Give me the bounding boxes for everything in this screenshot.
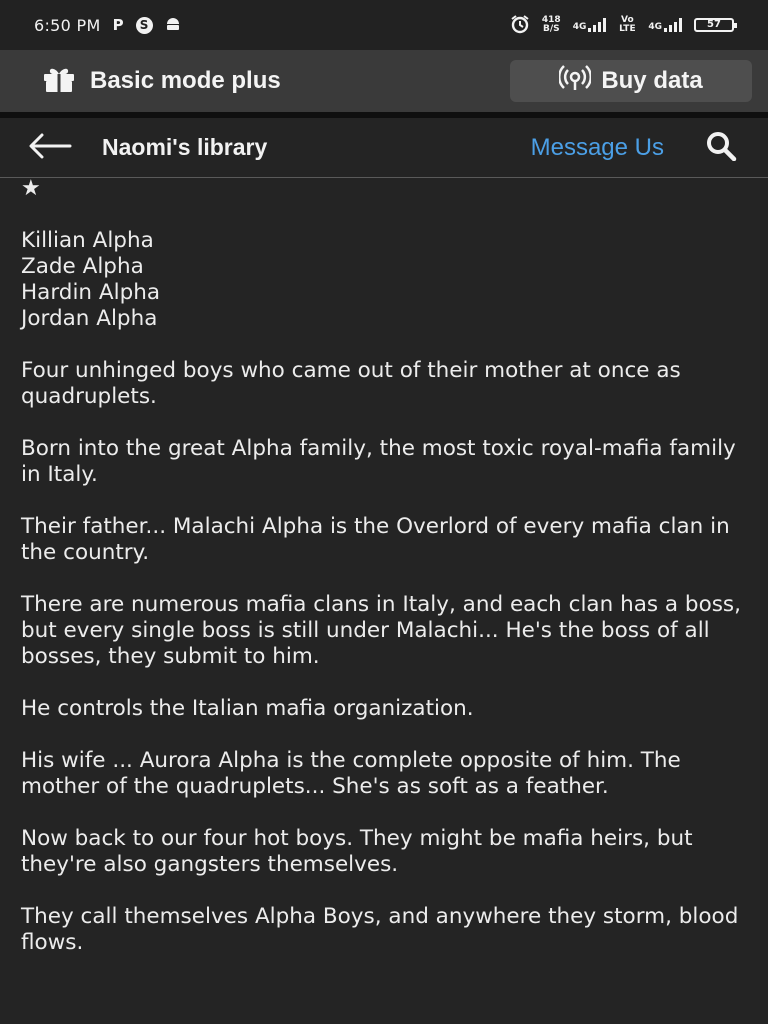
page-title: Naomi's library — [102, 134, 268, 160]
search-icon[interactable] — [700, 131, 748, 165]
buy-data-label: Buy data — [601, 67, 703, 94]
book-description — [21, 176, 751, 982]
status-left — [34, 16, 181, 35]
volte-label: Vo LTE — [619, 15, 636, 34]
signal-bars-icon — [664, 18, 682, 32]
broadcast-icon — [559, 64, 591, 99]
app-p-icon: P — [112, 16, 124, 34]
status-right — [510, 14, 734, 37]
paragraph: Killian Alpha Zade Alpha Hardin Alpha Jordan Alpha — [21, 228, 161, 331]
mode-left[interactable] — [42, 65, 281, 97]
paragraph: Born into the great Alpha family, the most toxic royal-mafia family in Italy. — [21, 436, 736, 487]
paragraph: Four unhinged boys who came out of their mother at once as quadruplets. — [21, 358, 681, 409]
nav-bar — [0, 118, 768, 178]
sim2-signal — [648, 18, 682, 32]
android-icon — [165, 16, 181, 35]
sim2-label: 4G — [648, 22, 662, 32]
signal-bars-icon — [588, 18, 606, 32]
paragraph: His wife ... Aurora Alpha is the complete opposite of him. The mother of the quadruplets... She's as soft as a feather. — [21, 748, 681, 799]
net-speed-value: 418 — [541, 15, 561, 25]
status-time: 6:50 PM — [34, 15, 101, 35]
app-s-icon-letter: S — [139, 18, 149, 32]
message-us-link[interactable]: Message Us — [530, 133, 664, 161]
net-speed — [542, 16, 561, 34]
paragraph: He controls the Italian mafia organization. — [21, 696, 474, 721]
sim1-label: 4G — [572, 22, 587, 32]
sim1-signal — [573, 18, 607, 32]
back-arrow-icon[interactable] — [28, 133, 72, 163]
app-s-icon — [136, 17, 153, 34]
status-bar — [0, 0, 768, 50]
net-speed-unit: B/S — [542, 24, 560, 34]
battery-icon: 57 — [694, 18, 734, 32]
buy-data-button[interactable] — [510, 60, 752, 102]
paragraph: There are numerous mafia clans in Italy, and each clan has a boss, but every single boss is still under Malachi... He's the boss of all bosses, they submit to him. — [21, 592, 741, 669]
mode-title: Basic mode plus — [90, 67, 281, 94]
gift-icon — [42, 65, 76, 97]
paragraph: They call themselves Alpha Boys, and anywhere they storm, blood flows. — [21, 904, 739, 955]
alarm-icon — [510, 14, 530, 37]
star-icon: ★ — [21, 176, 41, 201]
paragraph: Their father... Malachi Alpha is the Overlord of every mafia clan in the country. — [21, 514, 730, 565]
paragraph: Now back to our four hot boys. They might be mafia heirs, but they're also gangsters themselves. — [21, 826, 693, 877]
mode-bar — [0, 50, 768, 112]
